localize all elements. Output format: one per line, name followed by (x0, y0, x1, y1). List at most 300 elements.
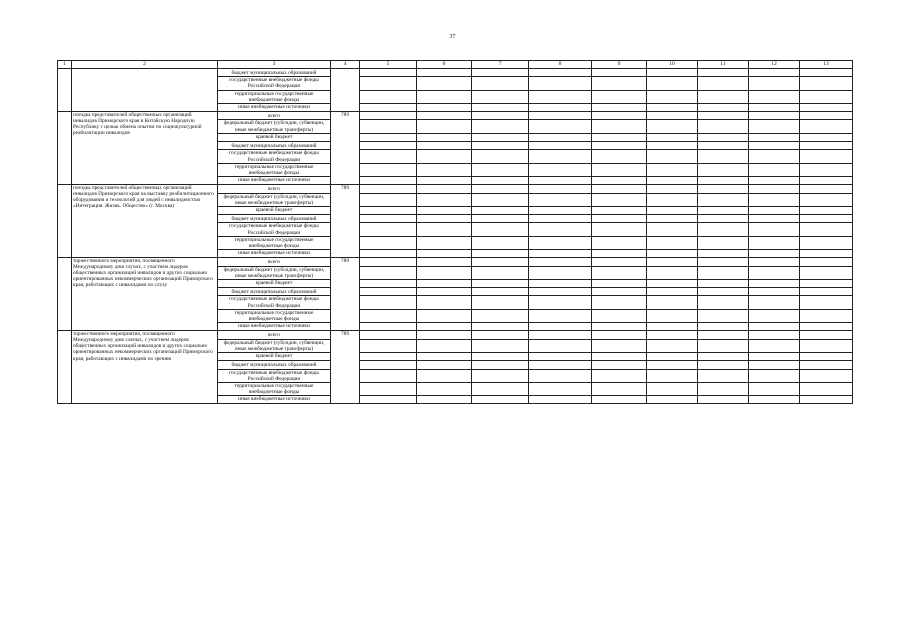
value-cell (417, 206, 472, 214)
value-cell (698, 142, 749, 150)
agency-code: 789 (331, 258, 360, 331)
funding-source-cell: территориальные государственные внебюджетные фонды (218, 382, 331, 395)
value-cell (698, 258, 749, 266)
value-cell (749, 142, 800, 150)
value-cell (647, 266, 698, 279)
value-cell (698, 352, 749, 360)
value-cell (360, 361, 417, 369)
value-cell (698, 176, 749, 184)
funding-source-cell: бюджет муниципальных образований (218, 215, 331, 223)
value-cell (529, 352, 592, 360)
column-header: 2 (72, 61, 218, 69)
value-cell (472, 69, 529, 77)
value-cell (360, 185, 417, 193)
value-cell (698, 382, 749, 395)
column-header: 5 (360, 61, 417, 69)
funding-source-cell: территориальные государственные внебюджетные фонды (218, 236, 331, 249)
value-cell (647, 322, 698, 330)
value-cell (698, 185, 749, 193)
value-cell (647, 352, 698, 360)
value-cell (749, 266, 800, 279)
value-cell (529, 90, 592, 103)
measure-description: торжественного мероприятия, посвященного Международному дню слепых, с участием лидеров общественных организаций инвалидов и других социально ориентированных некоммерческих организаций Приморского края, работающих с инвалидами по зрению (72, 331, 218, 404)
value-cell (529, 185, 592, 193)
value-cell (360, 331, 417, 339)
value-cell (360, 142, 417, 150)
value-cell (592, 120, 647, 133)
value-cell (529, 249, 592, 257)
table-row (58, 185, 853, 193)
value-cell (749, 322, 800, 330)
value-cell (698, 322, 749, 330)
value-cell (800, 150, 853, 163)
value-cell (472, 206, 529, 214)
value-cell (800, 215, 853, 223)
value-cell (472, 382, 529, 395)
value-cell (749, 176, 800, 184)
value-cell (360, 249, 417, 257)
value-cell (360, 90, 417, 103)
value-cell (360, 150, 417, 163)
value-cell (472, 77, 529, 90)
value-cell (698, 369, 749, 382)
value-cell (472, 103, 529, 111)
value-cell (360, 69, 417, 77)
value-cell (647, 69, 698, 77)
value-cell (360, 309, 417, 322)
value-cell (417, 120, 472, 133)
value-cell (749, 120, 800, 133)
value-cell (472, 361, 529, 369)
value-cell (749, 193, 800, 206)
value-cell (592, 215, 647, 223)
value-cell (360, 369, 417, 382)
value-cell (647, 331, 698, 339)
column-header: 1 (58, 61, 72, 69)
table-row (58, 112, 853, 120)
value-cell (592, 352, 647, 360)
value-cell (529, 215, 592, 223)
value-cell (472, 296, 529, 309)
value-cell (417, 296, 472, 309)
value-cell (800, 120, 853, 133)
value-cell (472, 369, 529, 382)
value-cell (749, 382, 800, 395)
value-cell (749, 133, 800, 141)
value-cell (592, 150, 647, 163)
page-number: 37 (449, 34, 456, 40)
value-cell (749, 395, 800, 403)
value-cell (800, 185, 853, 193)
table-body (58, 69, 853, 404)
value-cell (529, 296, 592, 309)
value-cell (800, 382, 853, 395)
funding-source-cell: краевой бюджет (218, 133, 331, 141)
value-cell (529, 331, 592, 339)
value-cell (529, 120, 592, 133)
funding-source-cell: бюджет муниципальных образований (218, 69, 331, 77)
value-cell (698, 120, 749, 133)
value-cell (417, 215, 472, 223)
value-cell (472, 112, 529, 120)
value-cell (698, 236, 749, 249)
column-header: 10 (647, 61, 698, 69)
value-cell (360, 258, 417, 266)
value-cell (592, 103, 647, 111)
value-cell (417, 279, 472, 287)
value-cell (749, 369, 800, 382)
value-cell (647, 395, 698, 403)
value-cell (647, 185, 698, 193)
value-cell (698, 77, 749, 90)
funding-source-cell: государственные внебюджетные фонды Российской Федерации (218, 150, 331, 163)
value-cell (529, 77, 592, 90)
value-cell (647, 339, 698, 352)
funding-source-cell: федеральный бюджет (субсидии, субвенции, иные межбюджетные трансферты) (218, 339, 331, 352)
value-cell (647, 193, 698, 206)
column-header: 7 (472, 61, 529, 69)
value-cell (592, 361, 647, 369)
funding-source-cell: иные внебюджетные источники (218, 103, 331, 111)
value-cell (592, 331, 647, 339)
value-cell (529, 142, 592, 150)
value-cell (749, 69, 800, 77)
value-cell (417, 142, 472, 150)
value-cell (472, 90, 529, 103)
column-header: 4 (331, 61, 360, 69)
value-cell (417, 361, 472, 369)
value-cell (472, 322, 529, 330)
value-cell (417, 223, 472, 236)
code-cell (331, 69, 360, 112)
funding-source-cell: территориальные государственные внебюджетные фонды (218, 163, 331, 176)
value-cell (698, 288, 749, 296)
value-cell (698, 395, 749, 403)
value-cell (592, 236, 647, 249)
value-cell (529, 361, 592, 369)
value-cell (417, 133, 472, 141)
value-cell (800, 163, 853, 176)
value-cell (800, 223, 853, 236)
value-cell (800, 103, 853, 111)
value-cell (749, 150, 800, 163)
value-cell (749, 361, 800, 369)
value-cell (647, 361, 698, 369)
value-cell (592, 258, 647, 266)
funding-source-cell: государственные внебюджетные фонды Российской Федерации (218, 369, 331, 382)
value-cell (472, 331, 529, 339)
table-row (58, 331, 853, 339)
value-cell (472, 339, 529, 352)
value-cell (698, 223, 749, 236)
value-cell (647, 296, 698, 309)
value-cell (647, 90, 698, 103)
value-cell (647, 258, 698, 266)
value-cell (800, 279, 853, 287)
value-cell (592, 193, 647, 206)
value-cell (698, 279, 749, 287)
table-row (58, 69, 853, 77)
value-cell (698, 296, 749, 309)
value-cell (800, 331, 853, 339)
value-cell (417, 339, 472, 352)
value-cell (800, 309, 853, 322)
value-cell (749, 279, 800, 287)
value-cell (472, 236, 529, 249)
value-cell (417, 309, 472, 322)
continuation-number-cell (58, 69, 72, 112)
value-cell (647, 279, 698, 287)
agency-code: 789 (331, 331, 360, 404)
column-header: 11 (698, 61, 749, 69)
value-cell (417, 322, 472, 330)
value-cell (472, 176, 529, 184)
value-cell (592, 176, 647, 184)
value-cell (360, 322, 417, 330)
value-cell (698, 193, 749, 206)
value-cell (592, 339, 647, 352)
value-cell (647, 223, 698, 236)
row-number-cell (58, 258, 72, 331)
value-cell (472, 163, 529, 176)
value-cell (360, 133, 417, 141)
value-cell (647, 288, 698, 296)
value-cell (417, 185, 472, 193)
value-cell (749, 215, 800, 223)
agency-code: 789 (331, 185, 360, 258)
row-number-cell (58, 185, 72, 258)
value-cell (472, 185, 529, 193)
value-cell (698, 112, 749, 120)
agency-code: 789 (331, 112, 360, 185)
value-cell (360, 296, 417, 309)
value-cell (592, 206, 647, 214)
value-cell (698, 133, 749, 141)
funding-source-cell: федеральный бюджет (субсидии, субвенции, иные межбюджетные трансферты) (218, 266, 331, 279)
funding-source-cell: иные внебюджетные источники (218, 249, 331, 257)
measure-description: поездка представителей общественных организаций инвалидов Приморского края в Китайскую Народную Республику с целью обмена опытом по социокультурной реабилитации инвалидов (72, 112, 218, 185)
value-cell (800, 361, 853, 369)
value-cell (472, 279, 529, 287)
value-cell (800, 266, 853, 279)
funding-source-cell: федеральный бюджет (субсидии, субвенции, иные межбюджетные трансферты) (218, 120, 331, 133)
value-cell (592, 288, 647, 296)
value-cell (749, 331, 800, 339)
value-cell (360, 193, 417, 206)
value-cell (749, 163, 800, 176)
value-cell (472, 395, 529, 403)
value-cell (800, 352, 853, 360)
value-cell (647, 112, 698, 120)
funding-source-cell: всего (218, 185, 331, 193)
value-cell (800, 395, 853, 403)
value-cell (800, 77, 853, 90)
column-header: 9 (592, 61, 647, 69)
value-cell (800, 90, 853, 103)
value-cell (647, 120, 698, 133)
value-cell (417, 69, 472, 77)
value-cell (360, 395, 417, 403)
funding-source-cell: краевой бюджет (218, 352, 331, 360)
value-cell (529, 322, 592, 330)
value-cell (592, 249, 647, 257)
value-cell (592, 279, 647, 287)
value-cell (529, 382, 592, 395)
value-cell (417, 90, 472, 103)
value-cell (800, 193, 853, 206)
value-cell (472, 193, 529, 206)
column-header: 6 (417, 61, 472, 69)
row-number-cell (58, 331, 72, 404)
value-cell (592, 266, 647, 279)
value-cell (647, 236, 698, 249)
value-cell (529, 150, 592, 163)
value-cell (698, 249, 749, 257)
value-cell (417, 236, 472, 249)
funding-source-cell: территориальные государственные внебюджетные фонды (218, 90, 331, 103)
value-cell (698, 69, 749, 77)
value-cell (800, 339, 853, 352)
value-cell (749, 103, 800, 111)
value-cell (417, 150, 472, 163)
funding-source-cell: территориальные государственные внебюджетные фонды (218, 309, 331, 322)
value-cell (647, 249, 698, 257)
value-cell (417, 163, 472, 176)
value-cell (529, 266, 592, 279)
value-cell (417, 112, 472, 120)
column-header: 13 (800, 61, 853, 69)
value-cell (698, 206, 749, 214)
value-cell (592, 142, 647, 150)
value-cell (698, 103, 749, 111)
value-cell (360, 279, 417, 287)
value-cell (698, 215, 749, 223)
value-cell (472, 215, 529, 223)
value-cell (800, 176, 853, 184)
value-cell (647, 142, 698, 150)
funding-source-cell: государственные внебюджетные фонды Российской Федерации (218, 77, 331, 90)
header-row (58, 61, 853, 69)
value-cell (592, 133, 647, 141)
value-cell (529, 163, 592, 176)
value-cell (800, 322, 853, 330)
value-cell (472, 309, 529, 322)
value-cell (529, 206, 592, 214)
value-cell (417, 103, 472, 111)
value-cell (749, 236, 800, 249)
value-cell (698, 163, 749, 176)
value-cell (800, 133, 853, 141)
row-number-cell (58, 112, 72, 185)
value-cell (800, 296, 853, 309)
value-cell (800, 112, 853, 120)
value-cell (592, 223, 647, 236)
column-header: 3 (218, 61, 331, 69)
value-cell (749, 288, 800, 296)
value-cell (472, 120, 529, 133)
budget-table (57, 60, 853, 404)
value-cell (800, 369, 853, 382)
value-cell (749, 296, 800, 309)
funding-source-cell: иные внебюджетные источники (218, 395, 331, 403)
value-cell (417, 395, 472, 403)
funding-source-cell: иные внебюджетные источники (218, 176, 331, 184)
value-cell (529, 258, 592, 266)
funding-source-cell: государственные внебюджетные фонды Российской Федерации (218, 296, 331, 309)
funding-source-cell: краевой бюджет (218, 279, 331, 287)
table-row (58, 258, 853, 266)
measure-description: торжественного мероприятия, посвященного Международному дню глухих, с участием лидеров общественных организаций инвалидов и других социально ориентированных некоммерческих организаций Приморского края, работающих с инвалидами по слуху (72, 258, 218, 331)
value-cell (592, 77, 647, 90)
value-cell (800, 206, 853, 214)
value-cell (749, 185, 800, 193)
value-cell (472, 142, 529, 150)
value-cell (472, 352, 529, 360)
value-cell (529, 223, 592, 236)
value-cell (698, 266, 749, 279)
value-cell (360, 112, 417, 120)
funding-source-cell: государственные внебюджетные фонды Российской Федерации (218, 223, 331, 236)
value-cell (529, 339, 592, 352)
value-cell (472, 288, 529, 296)
funding-source-cell: всего (218, 258, 331, 266)
value-cell (360, 288, 417, 296)
value-cell (749, 249, 800, 257)
funding-source-cell: краевой бюджет (218, 206, 331, 214)
value-cell (360, 223, 417, 236)
value-cell (698, 150, 749, 163)
value-cell (529, 288, 592, 296)
value-cell (800, 69, 853, 77)
value-cell (647, 215, 698, 223)
value-cell (647, 309, 698, 322)
value-cell (529, 176, 592, 184)
value-cell (529, 309, 592, 322)
value-cell (800, 236, 853, 249)
value-cell (800, 258, 853, 266)
value-cell (800, 142, 853, 150)
value-cell (417, 266, 472, 279)
value-cell (360, 339, 417, 352)
value-cell (749, 206, 800, 214)
value-cell (360, 77, 417, 90)
value-cell (749, 223, 800, 236)
value-cell (472, 266, 529, 279)
value-cell (800, 249, 853, 257)
value-cell (698, 90, 749, 103)
value-cell (417, 77, 472, 90)
value-cell (749, 339, 800, 352)
value-cell (417, 382, 472, 395)
value-cell (529, 69, 592, 77)
value-cell (647, 176, 698, 184)
value-cell (592, 395, 647, 403)
value-cell (647, 382, 698, 395)
value-cell (749, 309, 800, 322)
column-header: 12 (749, 61, 800, 69)
value-cell (360, 266, 417, 279)
value-cell (360, 120, 417, 133)
value-cell (360, 215, 417, 223)
value-cell (698, 331, 749, 339)
funding-source-cell: иные внебюджетные источники (218, 322, 331, 330)
value-cell (529, 193, 592, 206)
value-cell (529, 369, 592, 382)
value-cell (800, 288, 853, 296)
value-cell (749, 112, 800, 120)
value-cell (360, 103, 417, 111)
value-cell (417, 193, 472, 206)
